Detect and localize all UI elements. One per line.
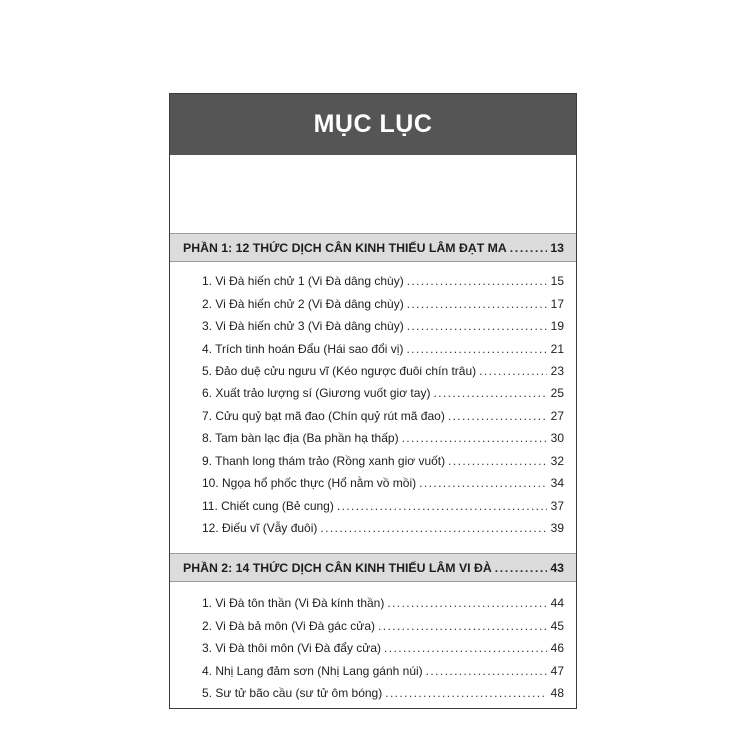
page-number: 27: [550, 408, 564, 423]
dot-leader: [407, 274, 547, 288]
dot-leader: [337, 499, 547, 513]
part-1-section: [170, 233, 576, 539]
dot-leader: [448, 409, 547, 423]
item-title: 1. Vi Đà hiến chử 1 (Vi Đà dâng chùy): [202, 274, 404, 289]
part-1-heading: [170, 233, 576, 262]
list-item: [170, 315, 576, 337]
page-number: 23: [550, 363, 564, 378]
dot-leader: [387, 596, 547, 610]
dot-leader: [426, 664, 547, 678]
dot-leader: [378, 619, 547, 633]
item-title: 2. Vi Đà bả môn (Vi Đà gác cửa): [202, 618, 376, 633]
item-title: 4. Nhị Lang đảm sơn (Nhị Lang gánh núi): [202, 663, 423, 678]
list-item: [170, 405, 576, 427]
page-number: 44: [550, 596, 564, 611]
page-number: 25: [550, 386, 564, 401]
item-title: 7. Cửu quỷ bạt mã đao (Chín quỷ rút mã đao): [202, 408, 445, 423]
dot-leader: [384, 641, 547, 655]
item-title: 5. Sư tử bão cầu (sư tử ôm bóng): [202, 685, 383, 700]
item-title: 6. Xuất trảo lượng sí (Giương vuốt giơ tay): [202, 386, 431, 401]
dot-leader: [320, 521, 547, 535]
list-item: [170, 450, 576, 472]
item-title: 11. Chiết cung (Bẻ cung): [202, 498, 334, 513]
list-item: [170, 614, 576, 636]
toc-header: [170, 94, 576, 155]
page-number: 13: [550, 240, 564, 255]
list-item: [170, 494, 576, 516]
list-item: [170, 382, 576, 404]
dot-leader: [433, 386, 547, 400]
page-title: MỤC LỤC: [313, 110, 433, 138]
dot-leader: [385, 686, 547, 700]
part-2-heading: [170, 553, 576, 582]
list-item: [170, 592, 576, 614]
list-item: [170, 360, 576, 382]
page-number: 34: [550, 476, 564, 491]
item-title: 3. Vi Đà hiến chử 3 (Vi Đà dâng chùy): [202, 319, 404, 334]
list-item: [170, 270, 576, 292]
dot-leader: [407, 319, 547, 333]
page-number: 15: [550, 274, 564, 289]
list-item: [170, 427, 576, 449]
page-number: 43: [550, 560, 564, 575]
dot-leader: [419, 476, 547, 490]
page-number: 39: [550, 521, 564, 536]
part-2-section: [170, 553, 576, 704]
list-item: [170, 637, 576, 659]
page-number: 48: [550, 685, 564, 700]
list-item: [170, 472, 576, 494]
list-item: [170, 682, 576, 704]
item-title: 10. Ngọa hổ phốc thực (Hổ nằm vồ mồi): [202, 476, 417, 491]
page-number: 46: [550, 641, 564, 656]
page-number: 47: [550, 663, 564, 678]
list-item: [170, 292, 576, 314]
item-title: 3. Vi Đà thôi môn (Vi Đà đẩy cửa): [202, 641, 382, 656]
part-1-list: [170, 270, 576, 539]
dot-leader: [402, 431, 547, 445]
page-number: 37: [550, 498, 564, 513]
list-item: [170, 659, 576, 681]
part-title: PHẦN 2: 14 THỨC DỊCH CÂN KINH THIẾU LÂM VI ĐÀ: [183, 560, 492, 575]
list-item: [170, 517, 576, 539]
dot-leader: [406, 342, 547, 356]
list-item: [170, 337, 576, 359]
part-2-list: [170, 592, 576, 704]
dot-leader: [479, 364, 547, 378]
item-title: 5. Đảo duệ cửu ngưu vĩ (Kéo ngược đuôi chín trâu): [202, 363, 477, 378]
dot-leader: [495, 561, 547, 575]
item-title: 2. Vi Đà hiến chử 2 (Vi Đà dâng chùy): [202, 296, 404, 311]
page-number: 32: [550, 453, 564, 468]
page-number: 45: [550, 618, 564, 633]
item-title: 1. Vi Đà tôn thần (Vi Đà kính thần): [202, 596, 385, 611]
part-title: PHẦN 1: 12 THỨC DỊCH CÂN KINH THIẾU LÂM ĐẠT MA: [183, 240, 507, 255]
page-number: 30: [550, 431, 564, 446]
item-title: 12. Điếu vĩ (Vẫy đuôi): [202, 521, 318, 536]
page-number: 21: [550, 341, 564, 356]
table-of-contents-page: [169, 93, 577, 709]
item-title: 8. Tam bàn lạc địa (Ba phần hạ thấp): [202, 431, 399, 446]
page-number: 17: [550, 296, 564, 311]
dot-leader: [407, 297, 547, 311]
item-title: 4. Trích tinh hoán Đẩu (Hái sao đổi vị): [202, 341, 404, 356]
item-title: 9. Thanh long thám trảo (Rồng xanh giơ vuốt): [202, 453, 446, 468]
dot-leader: [448, 454, 547, 468]
page-number: 19: [550, 319, 564, 334]
dot-leader: [510, 241, 547, 255]
